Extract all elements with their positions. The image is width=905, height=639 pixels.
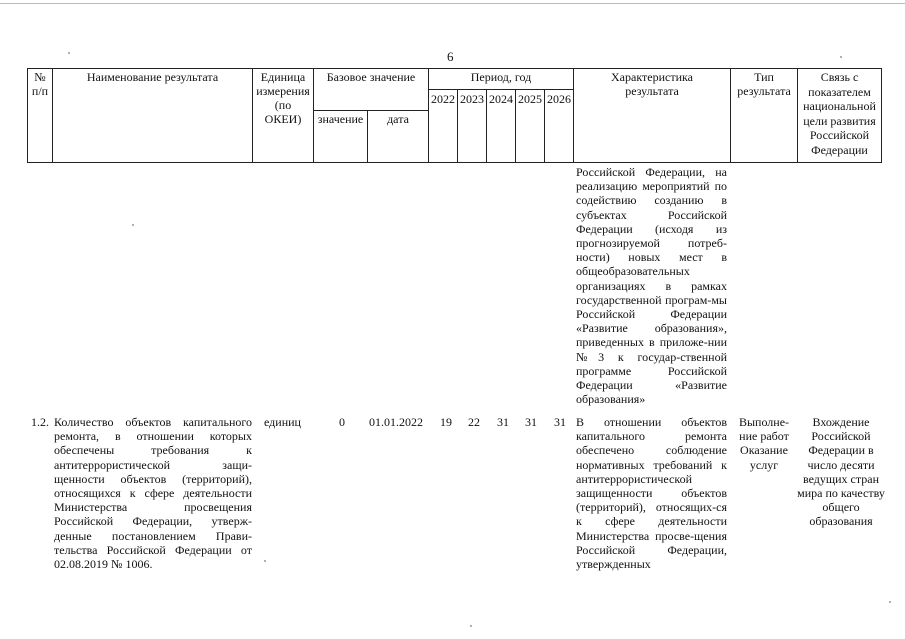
header-base-value: Базовое значение [326, 70, 416, 84]
characteristic-continuation: Российской Федерации, на реализацию мероприятий по содействию созданию в субъектах Российской Федерации (исходя из прогнозируемой потреб-ности) новых мест в общеобразовательных организациях в рамках государственной програм-мы Российской Федерации «Развитие образования», приведенных в приложе-нии №3 к государ-ственной программе Российской Федерации «Развитие образования» [576, 165, 727, 407]
row-unit: единиц [264, 415, 301, 429]
row-value-2025: 31 [525, 415, 537, 429]
row-value-2024: 31 [497, 415, 509, 429]
header-national-goal-link: Связь с показателем национальной цели развития Российской Федерации [803, 70, 876, 157]
scan-speck [840, 56, 842, 58]
row-value-2026: 31 [554, 415, 566, 429]
header-number: № п/п [31, 70, 49, 98]
row-value-2022: 19 [440, 415, 452, 429]
scan-speck [68, 52, 70, 54]
header-result-name: Наименование результата [86, 70, 219, 84]
page-number: 6 [447, 49, 454, 64]
header-unit: Единица измерения (по ОКЕИ) [256, 70, 310, 126]
row-number: 1.2. [31, 415, 49, 429]
row-result-name: Количество объектов капитального ремонта, в отношении которых обеспечены требования к антитеррористической защи-щенности объектов (территорий), относящихся к сфере деятельности Министерства просвещения Российской Федерации, утверж-денные постановлением Прави-тельства Российской Федерации от 02.08.2019 № 1006. [54, 415, 252, 572]
row-base-value: 0 [339, 415, 345, 429]
table-header [27, 68, 882, 163]
scan-speck [132, 224, 134, 226]
scan-speck [889, 601, 891, 603]
row-national-goal-link: Вхождение Российской Федерации в число десяти ведущих стран мира по качеству общего образования [797, 415, 885, 529]
row-value-2023: 22 [468, 415, 480, 429]
scan-top-edge [0, 3, 905, 4]
header-year-2023: 2023 [460, 92, 484, 106]
row-base-date: 01.01.2022 [369, 415, 423, 429]
header-year-2025: 2025 [518, 92, 542, 106]
row-result-type: Выполне-ние работ Оказание услуг [738, 415, 790, 472]
header-base-number: значение [317, 112, 364, 126]
header-result-type: Тип результата [737, 70, 791, 98]
scan-speck [264, 560, 266, 562]
header-year-2024: 2024 [489, 92, 513, 106]
header-characteristic: Характеристика результата [611, 70, 693, 98]
header-year-2026: 2026 [547, 92, 571, 106]
scan-speck [470, 625, 472, 627]
header-base-date: дата [387, 112, 409, 126]
header-period: Период, год [470, 70, 532, 84]
header-year-2022: 2022 [431, 92, 455, 106]
row-characteristic: В отношении объектов капитального ремонта обеспечено соблюдение нормативных требований к антитеррористической защищенности объектов (территорий), относящих-ся к сфере деятельности Министерства просве-щения Российской Федерации, утвержденных [576, 415, 727, 572]
